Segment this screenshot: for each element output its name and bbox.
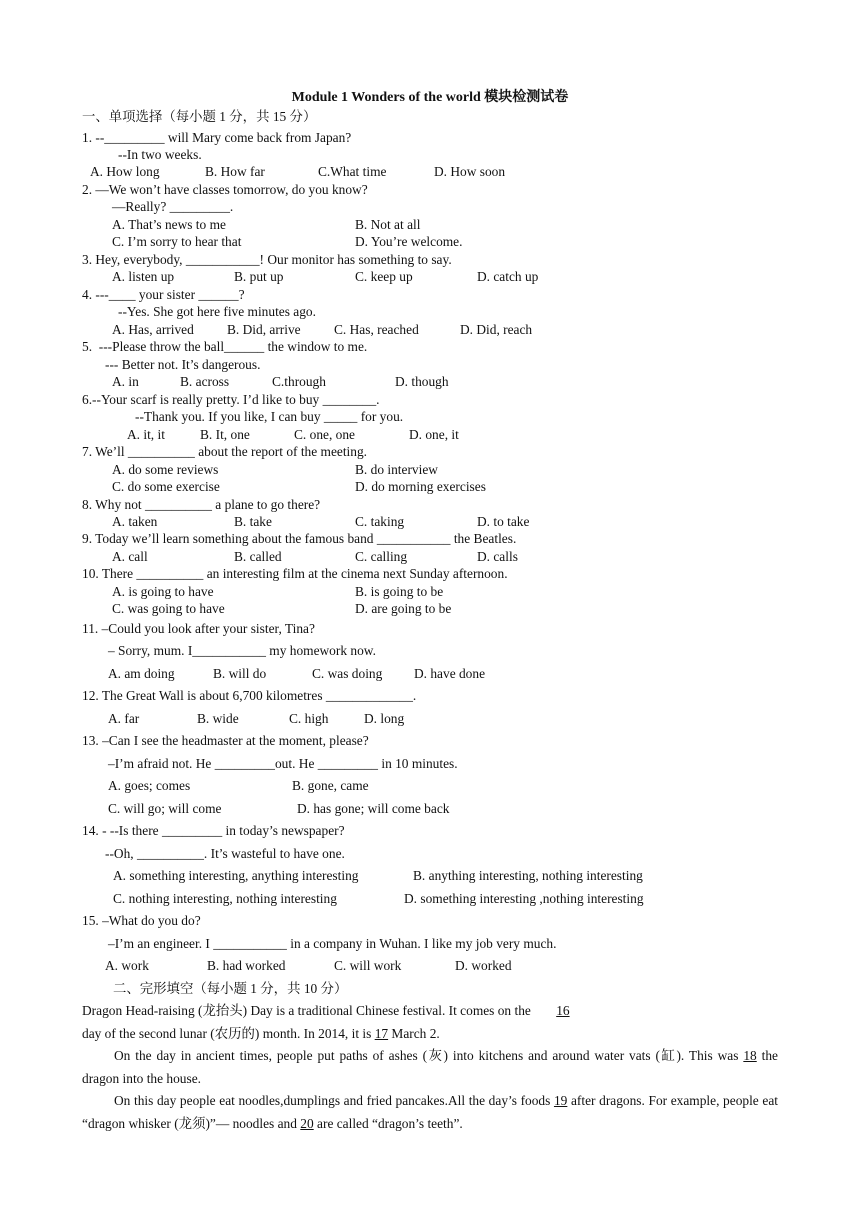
cloze-paragraph-3 xyxy=(82,1090,778,1135)
page-title: Module 1 Wonders of the world 模块检测试卷 xyxy=(291,90,569,105)
cloze-paragraph-1 xyxy=(82,1000,778,1045)
question-3-option-a: A. listen up xyxy=(112,269,175,284)
question-3-stem: 3. Hey, everybody, ___________! Our monitor has something to say. xyxy=(82,252,452,267)
question-10-option-d: D. are going to be xyxy=(355,601,452,616)
question-12-stem: 12. The Great Wall is about 6,700 kilometres _____________. xyxy=(82,688,417,703)
question-10-option-a: A. is going to have xyxy=(112,584,214,599)
cloze-blank-17: 17 xyxy=(374,1025,389,1041)
question-3-option-d: D. catch up xyxy=(477,269,539,284)
question-8-option-b: B. take xyxy=(234,514,272,529)
cloze-paragraph-2 xyxy=(82,1045,778,1090)
question-12-option-d: D. long xyxy=(364,711,405,726)
question-4-option-b: B. Did, arrive xyxy=(227,322,301,337)
question-9-option-b: B. called xyxy=(234,549,282,564)
section-heading-single-choice: 一、单项选择（每小题 1 分，共 15 分） xyxy=(82,109,317,124)
question-1-option-d: D. How soon xyxy=(434,164,506,179)
question-8-option-a: A. taken xyxy=(112,514,158,529)
question-7-option-a: A. do some reviews xyxy=(112,462,219,477)
question-5-option-a: A. in xyxy=(112,374,139,389)
question-5-reply: --- Better not. It’s dangerous. xyxy=(105,357,261,372)
cloze-text: are called “dragon’s teeth”. xyxy=(313,1115,463,1131)
question-13-stem: 13. –Can I see the headmaster at the moment, please? xyxy=(82,733,369,748)
question-13-option-d: D. has gone; will come back xyxy=(297,801,450,816)
question-14-option-d: D. something interesting ,nothing interesting xyxy=(404,891,644,906)
cloze-blank-20: 20 xyxy=(300,1115,314,1131)
question-14-stem: 14. - --Is there _________ in today’s newspaper? xyxy=(82,823,345,838)
question-13-option-a: A. goes; comes xyxy=(108,778,191,793)
question-6-option-b: B. It, one xyxy=(200,427,250,442)
question-9-option-a: A. call xyxy=(112,549,148,564)
question-2-reply: —Really? _________. xyxy=(112,199,234,214)
question-5-option-d: D. though xyxy=(395,374,449,389)
question-6-option-d: D. one, it xyxy=(409,427,459,442)
question-11-reply: – Sorry, mum. I___________ my homework now. xyxy=(108,643,376,658)
question-6-stem: 6.--Your scarf is really pretty. I’d like to buy ________. xyxy=(82,392,380,407)
question-6-option-c: C. one, one xyxy=(294,427,355,442)
question-6-reply: --Thank you. If you like, I can buy _____ for you. xyxy=(135,409,404,424)
question-6-option-a: A. it, it xyxy=(127,427,165,442)
question-12-option-c: C. high xyxy=(289,711,329,726)
question-4-option-c: C. Has, reached xyxy=(334,322,419,337)
question-5-option-b: B. across xyxy=(180,374,230,389)
question-3-option-b: B. put up xyxy=(234,269,284,284)
question-2-option-c: C. I’m sorry to hear that xyxy=(112,234,242,249)
cloze-blank-19: 19 xyxy=(553,1093,568,1108)
cloze-blank-16: 16 xyxy=(556,1003,570,1018)
question-8-option-d: D. to take xyxy=(477,514,530,529)
question-11-option-c: C. was doing xyxy=(312,666,383,681)
question-10-option-c: C. was going to have xyxy=(112,601,225,616)
question-4-option-d: D. Did, reach xyxy=(460,322,533,337)
question-3-option-c: C. keep up xyxy=(355,269,413,284)
question-13-option-c: C. will go; will come xyxy=(108,801,222,816)
question-8-option-c: C. taking xyxy=(355,514,405,529)
question-13-reply: –I’m afraid not. He _________out. He _________ in 10 minutes. xyxy=(108,756,458,771)
question-5-option-c: C.through xyxy=(272,374,326,389)
question-11-option-a: A. am doing xyxy=(108,666,175,681)
question-2-option-d: D. You’re welcome. xyxy=(355,234,463,249)
question-1-option-a: A. How long xyxy=(90,164,160,179)
question-15-stem: 15. –What do you do? xyxy=(82,913,201,928)
cloze-text: after dragons. For example, people eat “dragon whisker (龙须)”— noodles and xyxy=(82,1093,778,1131)
question-1-stem: 1. --_________ will Mary come back from Japan? xyxy=(82,130,352,145)
question-4-option-a: A. Has, arrived xyxy=(112,322,194,337)
cloze-blank-18: 18 xyxy=(743,1048,757,1063)
question-2-stem: 2. —We won’t have classes tomorrow, do you know? xyxy=(82,182,368,197)
question-4-reply: --Yes. She got here five minutes ago. xyxy=(118,304,316,319)
question-14-option-c: C. nothing interesting, nothing interesting xyxy=(113,891,337,906)
question-4-stem: 4. ---____ your sister ______? xyxy=(82,287,245,302)
question-9-option-c: C. calling xyxy=(355,549,408,564)
question-11-option-b: B. will do xyxy=(213,666,267,681)
question-14-option-a: A. something interesting, anything interesting xyxy=(113,868,359,883)
cloze-text: day of the second lunar (农历的) month. In 2014, it is xyxy=(82,1025,375,1041)
question-1-option-c: C.What time xyxy=(318,164,387,179)
question-2-option-a: A. That’s news to me xyxy=(112,217,226,232)
question-12-option-a: A. far xyxy=(108,711,140,726)
question-8-stem: 8. Why not __________ a plane to go there? xyxy=(82,497,321,512)
question-7-option-b: B. do interview xyxy=(355,462,438,477)
cloze-text: March 2. xyxy=(388,1025,440,1041)
question-15-option-d: D. worked xyxy=(455,958,512,973)
question-9-stem: 9. Today we’ll learn something about the famous band ___________ the Beatles. xyxy=(82,531,517,546)
cloze-text: the dragon into the house. xyxy=(82,1048,778,1086)
question-11-option-d: D. have done xyxy=(414,666,486,681)
question-1-option-b: B. How far xyxy=(205,164,265,179)
question-7-option-c: C. do some exercise xyxy=(112,479,220,494)
question-7-option-d: D. do morning exercises xyxy=(355,479,486,494)
section-heading-cloze: 二、完形填空（每小题 1 分，共 10 分） xyxy=(113,981,348,996)
question-1-reply: --In two weeks. xyxy=(118,147,202,162)
question-10-stem: 10. There __________ an interesting film at the cinema next Sunday afternoon. xyxy=(82,566,508,581)
cloze-text: On this day people eat noodles,dumplings and fried pancakes.All the day’s foods xyxy=(114,1093,554,1108)
question-2-option-b: B. Not at all xyxy=(355,217,421,232)
question-9-option-d: D. calls xyxy=(477,549,518,564)
question-7-stem: 7. We’ll __________ about the report of the meeting. xyxy=(82,444,368,459)
question-12-option-b: B. wide xyxy=(197,711,239,726)
question-15-option-b: B. had worked xyxy=(207,958,286,973)
question-10-option-b: B. is going to be xyxy=(355,584,444,599)
question-13-option-b: B. gone, came xyxy=(292,778,369,793)
question-14-reply: --Oh, __________. It’s wasteful to have one. xyxy=(105,846,345,861)
cloze-text: On the day in ancient times, people put paths of ashes (灰) into kitchens and around water vats (缸). This was xyxy=(114,1048,744,1063)
question-15-option-c: C. will work xyxy=(334,958,402,973)
question-5-stem: 5. ---Please throw the ball______ the window to me. xyxy=(82,339,368,354)
question-15-reply: –I’m an engineer. I ___________ in a company in Wuhan. I like my job very much. xyxy=(108,936,557,951)
cloze-text: Dragon Head-raising (龙抬头) Day is a traditional Chinese festival. It comes on the xyxy=(82,1003,535,1018)
question-14-option-b: B. anything interesting, nothing interesting xyxy=(413,868,643,883)
question-15-option-a: A. work xyxy=(105,958,149,973)
question-11-stem: 11. –Could you look after your sister, Tina? xyxy=(82,621,315,636)
